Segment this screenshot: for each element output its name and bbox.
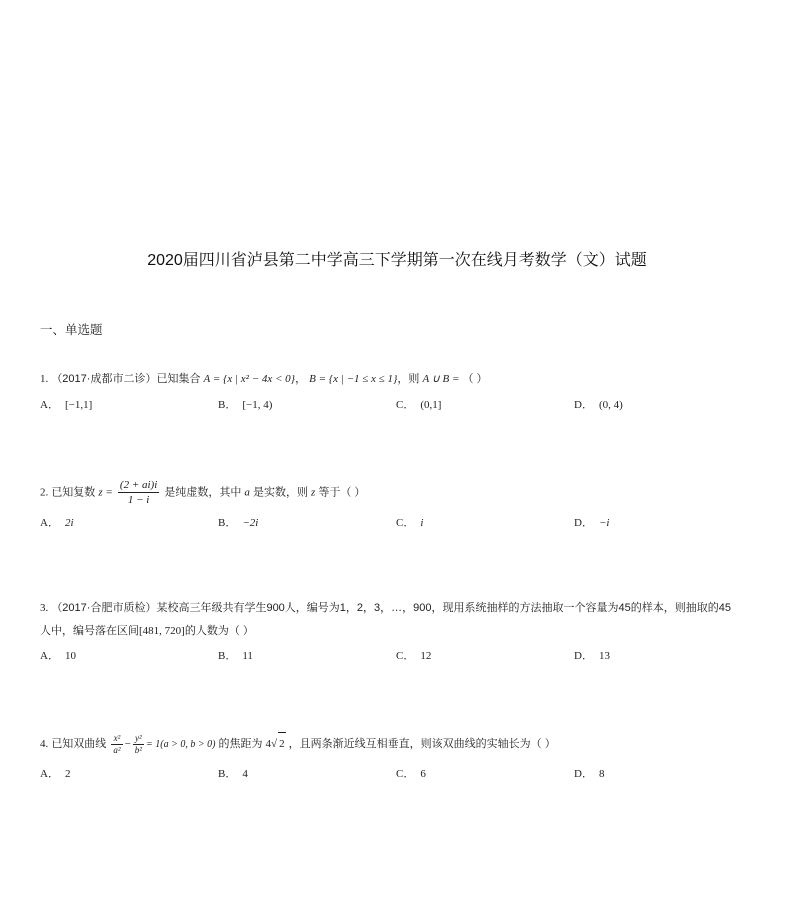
option-value: 2i <box>64 517 74 529</box>
option-letter: C． <box>396 768 415 780</box>
q3-option-a[interactable] <box>40 647 76 663</box>
option-letter: B． <box>218 768 237 780</box>
question-4-pre: 已知双曲线 <box>51 738 107 750</box>
option-value: i <box>420 517 424 529</box>
question-3-text2-post: 的人数为（ ） <box>184 625 254 637</box>
q3-option-b[interactable] <box>218 647 253 663</box>
complex-fraction <box>118 478 159 507</box>
fraction-denominator: 1 − i <box>127 494 150 506</box>
q4-option-c[interactable] <box>396 765 426 781</box>
question-3-text2-pre: 人中，编号落在区间 <box>40 625 139 637</box>
question-3-text: （2017·合肥市质检）某校高三年级共有学生900人，编号为1，2，3，…，900，现用系统抽样的方法抽取一个容量为45的样本，则抽取的45 <box>51 602 731 614</box>
question-2-tail: 等于（ ） <box>318 486 366 499</box>
option-letter: D． <box>574 768 593 780</box>
question-4-stem <box>40 732 556 756</box>
q2-option-b[interactable] <box>218 514 258 530</box>
option-letter: B． <box>218 650 237 662</box>
option-letter: A． <box>40 399 59 411</box>
option-value: 4 <box>242 768 248 780</box>
option-value: [−1,1] <box>64 399 93 411</box>
fraction-denominator: b² <box>134 744 142 755</box>
question-2-mid: 是纯虚数，其中 <box>164 486 242 499</box>
q2-option-c[interactable] <box>396 514 423 530</box>
q4-option-a[interactable] <box>40 765 70 781</box>
option-letter: A． <box>40 768 59 780</box>
option-letter: A． <box>40 517 59 529</box>
question-3-number: 3. <box>40 602 49 614</box>
z-equals: z = <box>98 486 113 499</box>
q1-option-a[interactable] <box>40 396 92 412</box>
x-squared-over-a-squared <box>111 733 122 756</box>
y-squared-over-b-squared <box>133 733 144 756</box>
union-expression: A ∪ B = <box>422 373 460 385</box>
hyperbola-condition: = 1(a > 0, b > 0) <box>146 739 216 750</box>
option-value: 13 <box>598 650 610 662</box>
option-letter: B． <box>218 517 237 529</box>
q3-option-d[interactable] <box>574 647 610 663</box>
separator: ， <box>295 373 307 385</box>
question-4-tail: ，且两条渐近线互相垂直，则该双曲线的实轴长为（ ） <box>288 738 556 750</box>
q1-option-c[interactable] <box>396 396 441 412</box>
option-value: 10 <box>64 650 76 662</box>
focal-coefficient: 4 <box>265 738 272 750</box>
sqrt-sign: √ <box>271 738 278 750</box>
q4-option-d[interactable] <box>574 765 604 781</box>
option-letter: A． <box>40 650 59 662</box>
set-b-expression: B = {x | −1 ≤ x ≤ 1} <box>309 373 398 385</box>
minus-sign: − <box>124 738 131 750</box>
fraction-numerator: (2 + ai)i <box>119 479 158 491</box>
question-3-line-1 <box>40 597 731 619</box>
question-2-mid2: 是实数，则 <box>252 486 308 499</box>
question-1-stem <box>40 368 488 390</box>
interval-expression: [481, 720] <box>139 625 185 637</box>
fraction-denominator: a² <box>113 744 121 755</box>
variable-a: a <box>244 486 250 499</box>
option-letter: B． <box>218 399 237 411</box>
question-1-source: （2017·成都市二诊）已知集合 <box>51 373 201 385</box>
option-value: 12 <box>420 650 432 662</box>
option-letter: C． <box>396 650 415 662</box>
fraction-numerator: y² <box>133 733 144 745</box>
option-value: −2i <box>242 517 259 529</box>
option-value: [−1, 4) <box>242 399 273 411</box>
option-letter: C． <box>396 399 415 411</box>
question-2-pre: 已知复数 <box>51 486 96 499</box>
question-2-number: 2. <box>40 486 49 499</box>
option-letter: D． <box>574 517 593 529</box>
fraction-numerator: x² <box>111 733 122 745</box>
question-4-mid: 的焦距为 <box>218 738 263 750</box>
q2-option-d[interactable] <box>574 514 609 530</box>
option-value: −i <box>598 517 610 529</box>
page-title: 2020届四川省泸县第二中学高三下学期第一次在线月考数学（文）试题 <box>147 252 647 269</box>
option-value: 2 <box>64 768 71 780</box>
q4-option-b[interactable] <box>218 765 248 781</box>
option-value: (0,1] <box>420 399 442 411</box>
q2-option-a[interactable] <box>40 514 74 530</box>
option-letter: C． <box>396 517 415 529</box>
question-1-tail: （ ） <box>462 373 488 385</box>
q1-option-d[interactable] <box>574 396 623 412</box>
option-value: 6 <box>420 768 426 780</box>
set-a-expression: A = {x | x² − 4x < 0} <box>203 373 296 385</box>
sqrt-radicand: 2 <box>278 732 286 755</box>
variable-z: z <box>311 486 316 499</box>
question-1-then: ，则 <box>397 373 420 385</box>
q3-option-c[interactable] <box>396 647 431 663</box>
option-letter: D． <box>574 399 593 411</box>
option-letter: D． <box>574 650 593 662</box>
section-heading: 一、单选题 <box>40 323 103 337</box>
option-value: 11 <box>242 650 253 662</box>
option-value: (0, 4) <box>598 399 623 411</box>
question-2-stem <box>40 478 365 507</box>
question-1-number: 1. <box>40 373 49 385</box>
q1-option-b[interactable] <box>218 396 272 412</box>
question-3-line-2 <box>40 620 254 642</box>
question-4-number: 4. <box>40 738 49 750</box>
option-value: 8 <box>598 768 605 780</box>
